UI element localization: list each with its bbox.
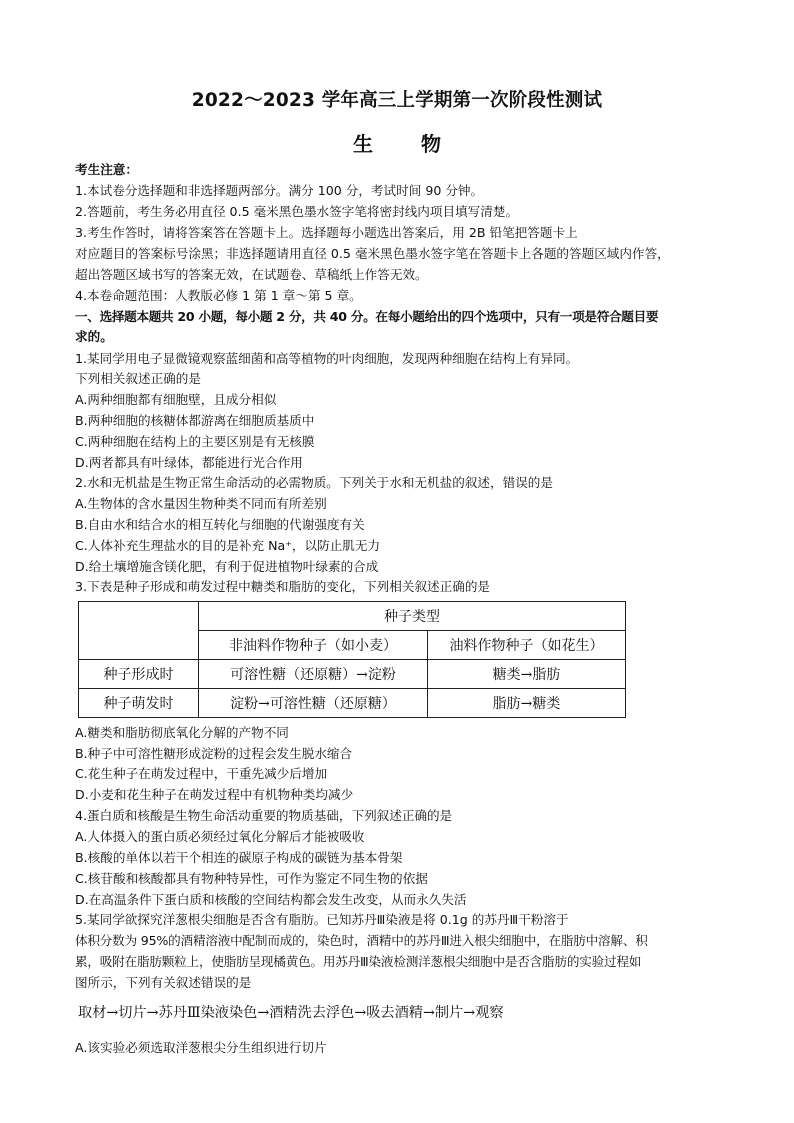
question-2-option-a: A.生物体的含水量因生物种类不同而有所差别 [75,496,327,511]
question-2-stem: 2.水和无机盐是生物正常生命活动的必需物质。下列关于水和无机盐的叙述，错误的是 [75,475,553,490]
question-5-stem: 5.某同学欲探究洋葱根尖细胞是否含有脂肪。已知苏丹Ⅲ染液是将 0.1g 的苏丹Ⅲ干粉溶于 [75,912,569,927]
notice-item: 对应题目的答案标号涂黑；非选择题请用直径 0.5 毫米黑色墨水签字笔在答题卡上各题的答题区域内作答， [75,246,670,261]
question-1-option-a: A.两种细胞都有细胞壁，且成分相似 [75,392,277,407]
question-5-stem-cont: 体积分数为 95%的酒精溶液中配制而成的，染色时，酒精中的苏丹Ⅲ进入根尖细胞中，在脂肪中溶解、积 [75,933,648,948]
question-3-option-a: A.糖类和脂肪彻底氧化分解的产物不同 [75,725,289,740]
table-col-header: 非油料作物种子（如小麦） [199,631,428,660]
question-4-option-b: B.核酸的单体以若干个相连的碳原子构成的碳链为基本骨架 [75,850,403,865]
table-row-label: 种子形成时 [79,660,199,689]
subject-title: 生物 [353,132,489,156]
notice-item: 1.本试卷分选择题和非选择题两部分。满分 100 分，考试时间 90 分钟。 [75,183,484,198]
question-2-option-b: B.自由水和结合水的相互转化与细胞的代谢强度有关 [75,517,365,532]
table-group-header: 种子类型 [199,602,626,631]
question-1-option-b: B.两种细胞的核糖体都游离在细胞质基质中 [75,413,315,428]
question-3-option-c: C.花生种子在萌发过程中，干重先减少后增加 [75,766,328,781]
table-row-label: 种子萌发时 [79,689,199,718]
notice-item: 超出答题区域书写的答案无效，在试题卷、草稿纸上作答无效。 [75,267,428,282]
section-heading-cont: 求的。 [75,329,113,344]
question-4-option-c: C.核苷酸和核酸都具有物种特异性，可作为鉴定不同生物的依据 [75,871,428,886]
notice-item: 4.本卷命题范围：人教版必修 1 第 1 章～第 5 章。 [75,288,362,303]
table-cell: 可溶性糖（还原糖）→淀粉 [199,660,428,689]
question-3-stem: 3.下表是种子形成和萌发过程中糖类和脂肪的变化，下列相关叙述正确的是 [75,579,491,594]
seed-table [78,601,626,718]
notice-item: 3.考生作答时，请将答案答在答题卡上。选择题每小题选出答案后，用 2B 铅笔把答题卡上 [75,225,578,240]
question-2-option-c: C.人体补充生理盐水的目的是补充 Na⁺，以防止肌无力 [75,538,381,553]
experiment-flow: 取材→切片→苏丹Ⅲ染液染色→酒精洗去浮色→吸去酒精→制片→观察 [78,1005,504,1021]
question-1-option-d: D.两者都具有叶绿体，都能进行光合作用 [75,455,303,470]
question-2-option-d: D.给土壤增施含镁化肥，有利于促进植物叶绿素的合成 [75,559,379,574]
question-5-stem-cont: 累，吸附在脂肪颗粒上，使脂肪呈现橘黄色。用苏丹Ⅲ染液检测洋葱根尖细胞中是否含脂肪的实验过程如 [75,954,642,969]
notice-heading: 考生注意： [75,162,138,177]
question-5-option-a: A.该实验必须选取洋葱根尖分生组织进行切片 [75,1040,327,1055]
exam-title: 2022～2023 学年高三上学期第一次阶段性测试 [191,90,603,111]
question-1-stem: 1.某同学用电子显微镜观察蓝细菌和高等植物的叶肉细胞，发现两种细胞在结构上有异同。 [75,351,579,366]
notice-item: 2.答题前，考生务必用直径 0.5 毫米黑色墨水签字笔将密封线内项目填写清楚。 [75,204,519,219]
question-5-stem-cont: 图所示，下列有关叙述错误的是 [75,975,252,990]
question-3-option-d: D.小麦和花生种子在萌发过程中有机物种类均减少 [75,787,354,802]
question-1-stem-cont: 下列相关叙述正确的是 [75,371,201,386]
table-cell: 淀粉→可溶性糖（还原糖） [199,689,428,718]
section-heading: 一、选择题本题共 20 小题，每小题 2 分，共 40 分。在每小题给出的四个选项中，只有一项是符合题目要 [75,309,659,324]
table-cell: 脂肪→糖类 [428,689,626,718]
table-corner-cell [79,602,199,660]
question-4-stem: 4.蛋白质和核酸是生物生命活动重要的物质基础，下列叙述正确的是 [75,808,453,823]
question-3-option-b: B.种子中可溶性糖形成淀粉的过程会发生脱水缩合 [75,746,353,761]
question-4-option-d: D.在高温条件下蛋白质和核酸的空间结构都会发生改变，从而永久失活 [75,892,467,907]
table-col-header: 油料作物种子（如花生） [428,631,626,660]
question-4-option-a: A.人体摄入的蛋白质必须经过氧化分解后才能被吸收 [75,829,365,844]
table-cell: 糖类→脂肪 [428,660,626,689]
question-1-option-c: C.两种细胞在结构上的主要区别是有无核膜 [75,434,315,449]
